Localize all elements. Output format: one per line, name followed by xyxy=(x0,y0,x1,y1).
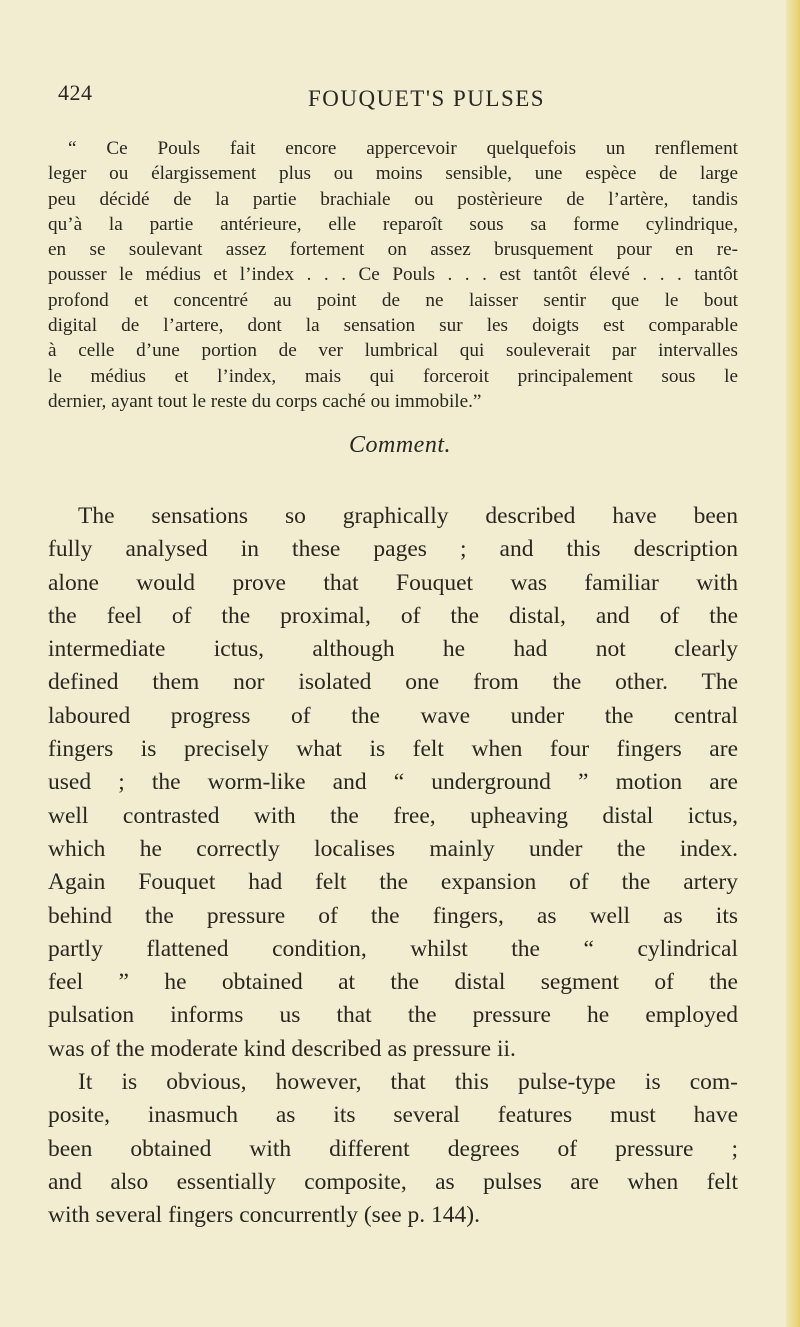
section-heading: Comment. xyxy=(349,432,451,458)
body-line: defined them nor isolated one from the other. The xyxy=(48,669,738,696)
body-line: posite, inasmuch as its several features must have xyxy=(48,1102,738,1129)
body-line: behind the pressure of the fingers, as well as its xyxy=(48,902,738,929)
quote-line: le médius et l’index, mais qui forceroit principalement sous le xyxy=(48,365,738,387)
quote-line: dernier, ayant tout le reste du corps caché ou immobile.” xyxy=(48,390,482,412)
body-line: feel ” he obtained at the distal segment of the xyxy=(48,969,738,996)
body-line: partly flattened condition, whilst the “ cylindrical xyxy=(48,935,738,962)
quote-line: à celle d’une portion de ver lumbrical qui souleverait par intervalles xyxy=(48,340,738,362)
body-line: was of the moderate kind described as pressure ii. xyxy=(48,1035,516,1062)
body-line: The sensations so graphically described have been xyxy=(78,503,738,529)
body-line: with several fingers concurrently (see p. 144). xyxy=(48,1202,480,1229)
body-line: the feel of the proximal, of the distal, and of the xyxy=(48,602,738,629)
quote-line: leger ou élargissement plus ou moins sensible, une espèce de large xyxy=(48,163,738,185)
running-head: FOUQUET'S PULSES xyxy=(308,86,546,111)
body-line: intermediate ictus, although he had not clearly xyxy=(48,636,738,663)
body-line: alone would prove that Fouquet was familiar with xyxy=(48,569,738,596)
quote-line: pousser le médius et l’index . . . Ce Pouls . . . est tantôt élevé . . . tantôt xyxy=(48,264,738,286)
body-line: and also essentially composite, as pulses are when felt xyxy=(48,1168,738,1195)
quote-line: peu décidé de la partie brachiale ou postèrieure de l’artère, tandis xyxy=(48,188,738,210)
french-quotation xyxy=(48,136,738,414)
body-line: fully analysed in these pages ; and this description xyxy=(48,536,738,563)
body-line: laboured progress of the wave under the central xyxy=(48,702,738,729)
body-line: which he correctly localises mainly under the index. xyxy=(48,835,738,862)
quote-line: digital de l’artere, dont la sensation sur les doigts est comparable xyxy=(48,315,738,337)
body-line: pulsation informs us that the pressure he employed xyxy=(48,1002,738,1029)
body-line: fingers is precisely what is felt when four fingers are xyxy=(48,736,738,763)
body-text xyxy=(48,500,738,1233)
body-line: used ; the worm-like and “ underground ” motion are xyxy=(48,769,738,796)
body-line: Again Fouquet had felt the expansion of the artery xyxy=(48,869,738,896)
quote-line: profond et concentré au point de ne laisser sentir que le bout xyxy=(48,289,738,311)
quote-line: qu’à la partie antérieure, elle reparoît sous sa forme cylindrique, xyxy=(48,213,738,235)
quote-line: “ Ce Pouls fait encore appercevoir quelquefois un renflement xyxy=(68,138,738,159)
page-edge xyxy=(786,0,800,1327)
body-line: well contrasted with the free, upheaving distal ictus, xyxy=(48,802,738,829)
body-line: It is obvious, however, that this pulse-type is com- xyxy=(78,1069,738,1096)
body-line: been obtained with different degrees of pressure ; xyxy=(48,1135,738,1162)
page-header xyxy=(58,80,738,110)
page-number: 424 xyxy=(58,80,93,105)
quote-line: en se soulevant assez fortement on assez brusquement pour en re- xyxy=(48,239,738,261)
